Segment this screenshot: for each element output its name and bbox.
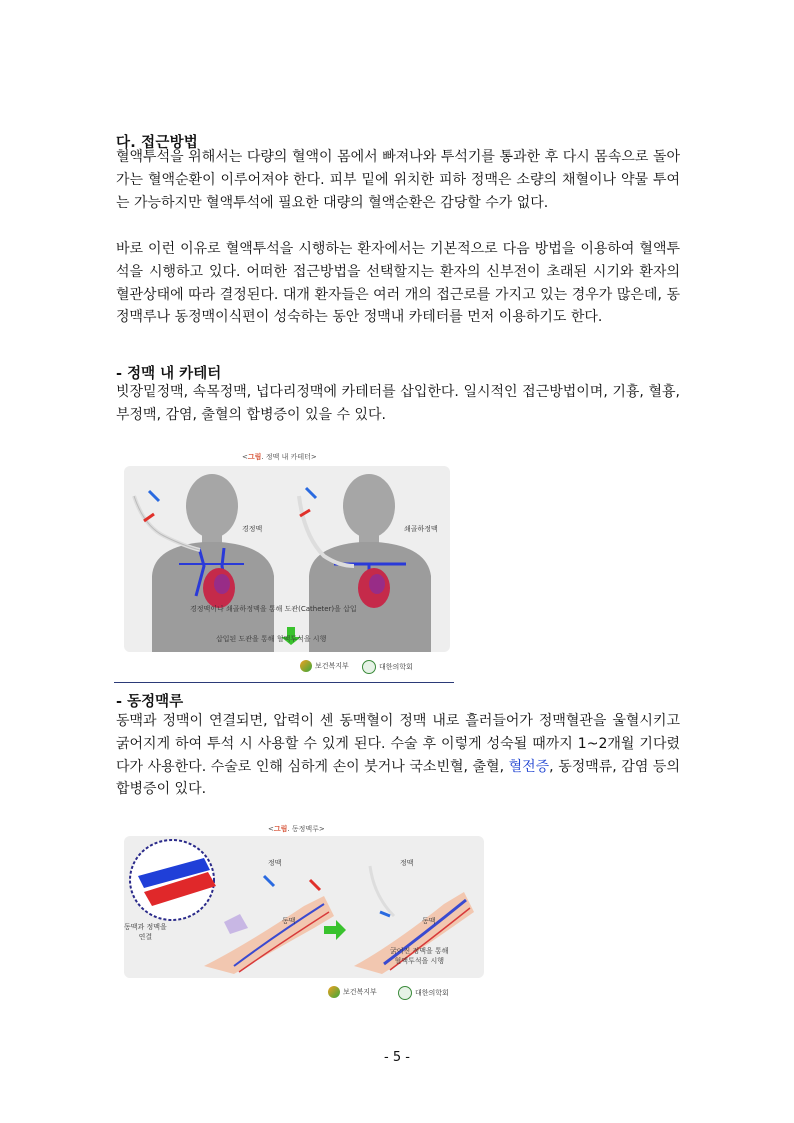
logo-mohw-text: 보건복지부	[315, 662, 349, 670]
catheter-illustration	[124, 466, 450, 652]
logo-kams-text: 대한의학회	[415, 989, 449, 997]
subsection-title-av-fistula: - 동정맥루	[116, 694, 184, 710]
label-artery: 동맥	[282, 917, 296, 925]
logo-mohw	[300, 660, 349, 672]
paragraph-av-fistula: 동맥과 정맥이 연결되면, 압력이 센 동맥혈이 정맥 내로 흘러들어가 정맥혈관을 울혈시키고 굵어지게 하여 투석 시 사용할 수 있게 된다. 수술 후 이렇게 성숙될 때까지 1~2개월 기다렸다가 사용한다. 수술로 인해 심하게 손이 붓거나 국소빈혈, 출혈, 혈전증, 동정맥류, 감염 등의 합병증이 있다.	[116, 713, 680, 798]
figure-step: 굵어진 정맥을 통해 혈액투석을 시행	[390, 947, 449, 965]
label-vein: 정맥	[268, 859, 282, 867]
label-subclavian: 쇄골하정맥	[404, 525, 438, 533]
mohw-logo-icon	[300, 660, 312, 672]
kams-logo-icon	[362, 660, 376, 674]
label-vein-2: 정맥	[400, 859, 414, 867]
page-number: - 5 -	[384, 1050, 410, 1065]
thrombosis-link[interactable]: 혈전증	[508, 758, 550, 775]
logo-kams	[398, 986, 449, 1000]
figure-caption: <그림. 동정맥루>	[268, 825, 325, 833]
kams-logo-icon	[398, 986, 412, 1000]
mohw-logo-icon	[328, 986, 340, 998]
logo-mohw-text: 보건복지부	[343, 988, 377, 996]
figure-step-2: 삽입된 도관을 통해 혈액투석을 시행	[216, 635, 327, 643]
figure-av-fistula	[118, 820, 486, 1004]
label-jugular: 경정맥	[242, 525, 263, 533]
label-connect: 동맥과 정맥을 연결	[124, 923, 167, 941]
subsection-title-catheter: - 정맥 내 카테터	[116, 366, 222, 382]
paragraph-catheter: 빗장밑정맥, 속목정맥, 넙다리정맥에 카테터를 삽입한다. 일시적인 접근방법이며, 기흉, 혈흉, 부정맥, 감염, 출혈의 합병증이 있을 수 있다.	[116, 384, 680, 423]
logo-kams-text: 대한의학회	[379, 663, 413, 671]
figure-catheter	[114, 448, 454, 683]
paragraph-2: 바로 이런 이유로 혈액투석을 시행하는 환자에서는 기본적으로 다음 방법을 이용하여 혈액투석을 시행하고 있다. 어떠한 접근방법을 선택할지는 환자의 신부전이 초래된 시기와 환자의 혈관상태에 따라 결정된다. 대개 환자들은 여러 개의 접근로를 가지고 있는 경우가 많은데, 동정맥루나 동정맥이식편이 성숙하는 동안 정맥내 카테터를 먼저 이용하기도 한다.	[116, 241, 680, 326]
logo-kams	[362, 660, 413, 674]
figure-caption: <그림. 정맥 내 카테터>	[242, 453, 317, 461]
logo-mohw	[328, 986, 377, 998]
paragraph-1: 혈액투석을 위해서는 다량의 혈액이 몸에서 빠져나와 투석기를 통과한 후 다시 몸속으로 돌아가는 혈액순환이 이루어져야 한다. 피부 밑에 위치한 피하 정맥은 소량의 채혈이나 약물 투여는 가능하지만 혈액투석에 필요한 대량의 혈액순환은 감당할 수가 없다.	[116, 149, 680, 211]
figure-step-1: 경정맥이나 쇄골하정맥을 통해 도관(Catheter)을 삽입	[190, 605, 357, 613]
label-artery-2: 동맥	[422, 917, 436, 925]
section-heading: 다. 접근방법	[116, 135, 198, 151]
